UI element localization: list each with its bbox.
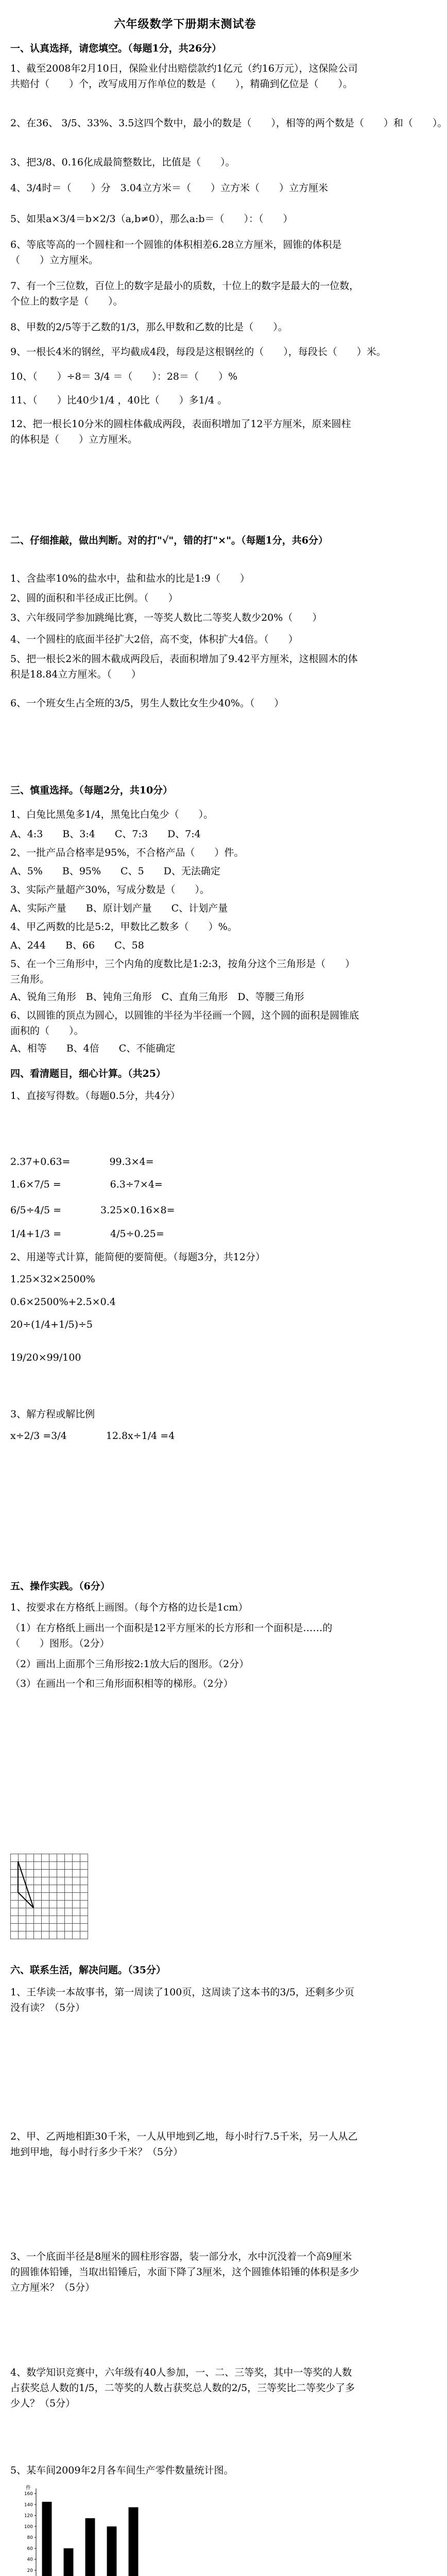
- triangle-figure: [10, 1854, 88, 1939]
- bar-chart: [15, 2483, 154, 2576]
- s1-q4: 4、3/4时＝（ ）分 3.04立方米＝（ ）立方米（ ）立方厘米: [10, 182, 328, 194]
- bar-3: [85, 2518, 95, 2576]
- section1-heading: 一、认真选择，请您填空。（每题1分，共26分）: [10, 43, 222, 54]
- section6-heading: 六、联系生活，解决问题。（35分）: [10, 1964, 166, 1976]
- y-tick-label: 100: [24, 2524, 33, 2530]
- s6-q1: 1、王华读一本故事书，第一周读了100页，这周读了这本书的3/5，还剩多少页没有读？（5分）: [10, 1987, 354, 2013]
- s2-q3: 3、六年级同学参加跳绳比赛，一等奖人数比二等奖人数少20%（ ）: [10, 612, 322, 623]
- s1-q2: 2、在36、 3/5、33%、3.5这四个数中，最小的数是（ ），相等的两个数是（ ）和（ ）。: [10, 117, 447, 129]
- s5-p1c: （3）在画出一个和三角形面积相等的梯形。（2分）: [10, 1678, 233, 1689]
- section4-heading: 四、看清题目，细心计算。（共25）: [10, 1068, 166, 1079]
- s3-q3: 3、实际产量超产30%，写成分数是（ ）。: [10, 884, 210, 895]
- s4-calc1: 2.37+0.63= 99.3×4=: [10, 1156, 154, 1167]
- s3-q2-options: A、5% B、95% C、5 D、无法确定: [10, 866, 220, 877]
- y-tick-label: 20: [27, 2568, 33, 2573]
- s6-q5: 5、某车间2009年2月各车间生产零件数量统计图。: [10, 2465, 234, 2476]
- s3-q6: 6、以圆锥的顶点为圆心，以圆锥的半径为半径画一个圆，这个圆的面积是圆锥底面积的（ ）。: [10, 1010, 359, 1037]
- s1-q5: 5、如果a×3/4＝b×2/3（a,b≠0），那么a:b＝（ ）：（ ）: [10, 213, 293, 225]
- s3-q2: 2、一批产品合格率是95%，不合格产品（ ）件。: [10, 847, 244, 858]
- y-tick-label: 120: [24, 2513, 33, 2519]
- s4-calc2: 1.6×7/5 = 6.3÷7×4=: [10, 1179, 163, 1190]
- s3-q5-options: A、锐角三角形 B、钝角三角形 C、直角三角形 D、等腰三角形: [10, 991, 304, 1003]
- s6-q3: 3、一个底面半径是8厘米的圆柱形容器，装一部分水，水中沉没着一个高9厘米的圆锥体铅锤，当取出铅锤后，水面下降了3厘米，这个圆锥体铅锤的体积是多少立方厘米？（5分）: [10, 2251, 359, 2293]
- s1-q8: 8、甲数的2/5等于乙数的1/3，那么甲数和乙数的比是（ ）。: [10, 321, 288, 333]
- s4-calc3: 6/5÷4/5 = 3.25×0.16×8=: [10, 1205, 175, 1216]
- s3-q4: 4、甲乙两数的比是5:2，甲数比乙数多（ ）%。: [10, 921, 237, 933]
- s6-q4: 4、数学知识竞赛中，六年级有40人参加，一、二、三等奖，其中一等奖的人数占获奖总人数的1/5，二等奖的人数占获奖总人数的2/5，三等奖比二等奖少了多少人？（5分）: [10, 2367, 355, 2409]
- s1-q6: 6、等底等高的一个圆柱和一个圆锥的体积相差6.28立方厘米，圆锥的体积是（ ）立方厘米。: [10, 239, 342, 266]
- s4-calc8: 19/20×99/100: [10, 1352, 81, 1363]
- s4-p2: 2、用递等式计算，能简便的要简便。（每题3分，共12分）: [10, 1251, 265, 1263]
- s4-calc4: 1/4+1/3 = 4/5÷0.25=: [10, 1228, 164, 1240]
- s4-calc5: 1.25×32×2500%: [10, 1274, 95, 1285]
- s2-q2: 2、圆的面积和半径成正比例。（ ）: [10, 592, 178, 604]
- s4-calc6: 0.6×2500%+2.5×0.4: [10, 1296, 116, 1308]
- bar-5: [129, 2507, 139, 2576]
- s5-p1b: （2）画出上面那个三角形按2:1放大后的图形。（2分）: [10, 1658, 249, 1670]
- section5-heading: 五、操作实践。（6分）: [10, 1581, 110, 1592]
- s6-q2: 2、甲、乙两地相距30千米，一人从甲地到乙地，每小时行7.5千米，另一人从乙地到甲地，每小时行多少千米？（5分）: [10, 2131, 358, 2158]
- s4-calc7: 20÷(1/4+1/5)÷5: [10, 1319, 93, 1330]
- y-ticks: [24, 2492, 36, 2576]
- s1-q12: 12、把一根长10分米的圆柱体截成两段，表面积增加了12平方厘米，原来圆柱的体积是（ ）立方厘米。: [10, 418, 351, 445]
- s4-p3: 3、解方程或解比例: [10, 1409, 95, 1420]
- s1-q10: 10、（ ）÷8＝ 3/4 ＝（ ）：28＝（ ）%: [10, 371, 238, 382]
- page-title: 六年级数学下册期末测试卷: [114, 18, 256, 31]
- s3-q4-options: A、244 B、66 C、58: [10, 940, 144, 951]
- y-tick-label: 60: [27, 2546, 33, 2552]
- grid-paper: [10, 1854, 88, 1939]
- s1-q3: 3、把3/8、0.16化成最简整数比，比值是（ ）。: [10, 157, 235, 168]
- s1-q7: 7、有一个三位数，百位上的数字是最小的质数，十位上的数字是最大的一位数，个位上的数字是（ ）。: [10, 280, 359, 307]
- s2-q5: 5、把一根长2米的圆木截成两段后，表面积增加了9.42平方厘米，这根圆木的体积是18.84立方厘米。（ ）: [10, 653, 358, 680]
- s5-p1a: （1）在方格纸上画出一个面积是12平方厘米的长方形和一个面积是……的（ ）图形。（2分）: [10, 1622, 333, 1649]
- s4-p1: 1、直接写得数。（每题0.5分，共4分）: [10, 1090, 180, 1101]
- y-tick-label: 40: [27, 2557, 33, 2563]
- s1-q11: 11、（ ）比40少1/4 ，40比（ ）多1/4 。: [10, 395, 228, 406]
- s4-calc9: x÷2/3 =3/4 12.8x÷1/4 =4: [10, 1430, 175, 1442]
- y-tick-label: 160: [24, 2492, 33, 2497]
- s5-p1: 1、按要求在方格纸上画图。（每个方格的边长是1cm）: [10, 1602, 248, 1613]
- s2-q6: 6、一个班女生占全班的3/5，男生人数比女生少40%。（ ）: [10, 698, 284, 709]
- y-tick-label: 140: [24, 2502, 33, 2508]
- triangle-shape: [18, 1861, 33, 1908]
- bar-2: [64, 2548, 74, 2576]
- s2-q4: 4、一个圆柱的底面半径扩大2倍，高不变，体积扩大4倍。（ ）: [10, 634, 298, 645]
- bar-1: [42, 2502, 52, 2576]
- s3-q1-options: A、4:3 B、3:4 C、7:3 D、7:4: [10, 828, 201, 840]
- s3-q1: 1、白兔比黑兔多1/4，黑兔比白兔少（ ）。: [10, 809, 214, 820]
- y-tick-label: 80: [27, 2535, 33, 2540]
- s1-q9: 9、一根长4米的钢丝，平均截成4段，每段是这根钢丝的（ ），每段长（ ）米。: [10, 346, 386, 358]
- s3-q6-options: A、相等 B、4倍 C、不能确定: [10, 1043, 176, 1054]
- y-axis-label: 件: [26, 2485, 31, 2491]
- s3-q5: 5、在一个三角形中，三个内角的度数比是1:2:3，按角分这个三角形是（ ）三角形。: [10, 958, 355, 985]
- bars: [42, 2502, 139, 2576]
- section3-heading: 三、慎重选择。（每题2分，共10分）: [10, 785, 173, 796]
- s2-q1: 1、含盐率10%的盐水中，盐和盐水的比是1:9（ ）: [10, 573, 250, 584]
- s3-q3-options: A、实际产量 B、原计划产量 C、计划产量: [10, 903, 228, 914]
- section2-heading: 二、仔细推敲，做出判断。对的打"√"，错的打"×"。（每题1分，共6分）: [10, 535, 328, 546]
- bar-4: [107, 2527, 117, 2576]
- s1-q1: 1、截至2008年2月10日，保险业付出赔偿款约1亿元（约16万元），这保险公司共赔付（ ）个，改写成用万作单位的数是（ ），精确到亿位是（ ）。: [10, 63, 358, 90]
